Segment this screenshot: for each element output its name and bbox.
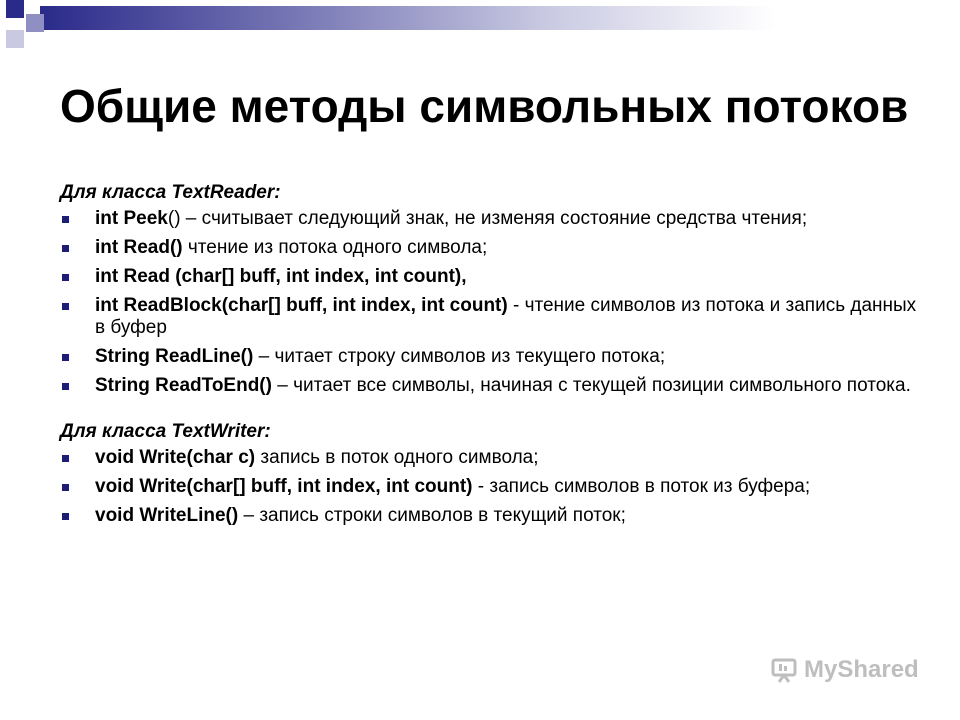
corner-square-dark bbox=[6, 0, 24, 18]
mysHared-watermark bbox=[770, 656, 919, 684]
method-signature: String ReadLine() bbox=[95, 346, 254, 367]
writer-methods-list bbox=[60, 447, 920, 527]
bullet-icon bbox=[62, 513, 69, 520]
method-signature: void WriteLine() bbox=[95, 505, 239, 526]
method-description: запись в поток одного символа; bbox=[255, 447, 539, 468]
writer-heading: Для класса TextWriter: bbox=[60, 421, 271, 442]
list-item bbox=[60, 375, 920, 397]
reader-heading: Для класса TextReader: bbox=[60, 182, 281, 203]
list-item bbox=[60, 346, 920, 368]
method-signature: int ReadBlock(char[] buff, int index, int count) bbox=[95, 295, 508, 316]
method-description: чтение из потока одного символа; bbox=[182, 237, 488, 258]
method-signature: int Read() bbox=[95, 237, 183, 258]
bullet-icon bbox=[62, 274, 69, 281]
method-description: – читает строку символов из текущего потока; bbox=[253, 346, 666, 367]
bullet-icon bbox=[62, 216, 69, 223]
slide-decoration bbox=[0, 0, 960, 60]
list-item bbox=[60, 237, 920, 259]
corner-square-mid bbox=[26, 14, 44, 32]
method-signature: void Write(char c) bbox=[95, 447, 256, 468]
slide-title: Общие методы символьных потоков bbox=[60, 79, 909, 132]
list-item bbox=[60, 447, 920, 469]
method-description: – читает все символы, начиная с текущей позиции символьного потока. bbox=[271, 375, 911, 396]
method-signature: int Read (char[] buff, int index, int count), bbox=[95, 266, 467, 287]
reader-methods-list bbox=[60, 208, 920, 397]
method-description: () – считывает следующий знак, не изменяя состояние средства чтения; bbox=[167, 208, 808, 229]
presentation-icon bbox=[770, 656, 798, 684]
method-signature: void Write(char[] buff, int index, int count) bbox=[95, 476, 473, 497]
method-signature: String ReadToEnd() bbox=[95, 375, 272, 396]
list-item bbox=[60, 505, 920, 527]
method-description: - запись символов в поток из буфера; bbox=[472, 476, 811, 497]
top-gradient-bar bbox=[40, 6, 960, 30]
list-item bbox=[60, 208, 920, 230]
list-item bbox=[60, 266, 920, 288]
bullet-icon bbox=[62, 245, 69, 252]
bullet-icon bbox=[62, 354, 69, 361]
method-description: – запись строки символов в текущий поток; bbox=[238, 505, 626, 526]
method-signature: int Peek bbox=[95, 208, 168, 229]
bullet-icon bbox=[62, 484, 69, 491]
list-item bbox=[60, 476, 920, 498]
method-description: - чтение символов из потока и запись данных в буфер bbox=[95, 295, 917, 338]
slide-content bbox=[60, 178, 920, 534]
watermark-text: MyShared bbox=[804, 656, 919, 683]
bullet-icon bbox=[62, 383, 69, 390]
list-item bbox=[60, 295, 920, 339]
bullet-icon bbox=[62, 455, 69, 462]
bullet-icon bbox=[62, 303, 69, 310]
corner-square-light bbox=[6, 30, 24, 48]
